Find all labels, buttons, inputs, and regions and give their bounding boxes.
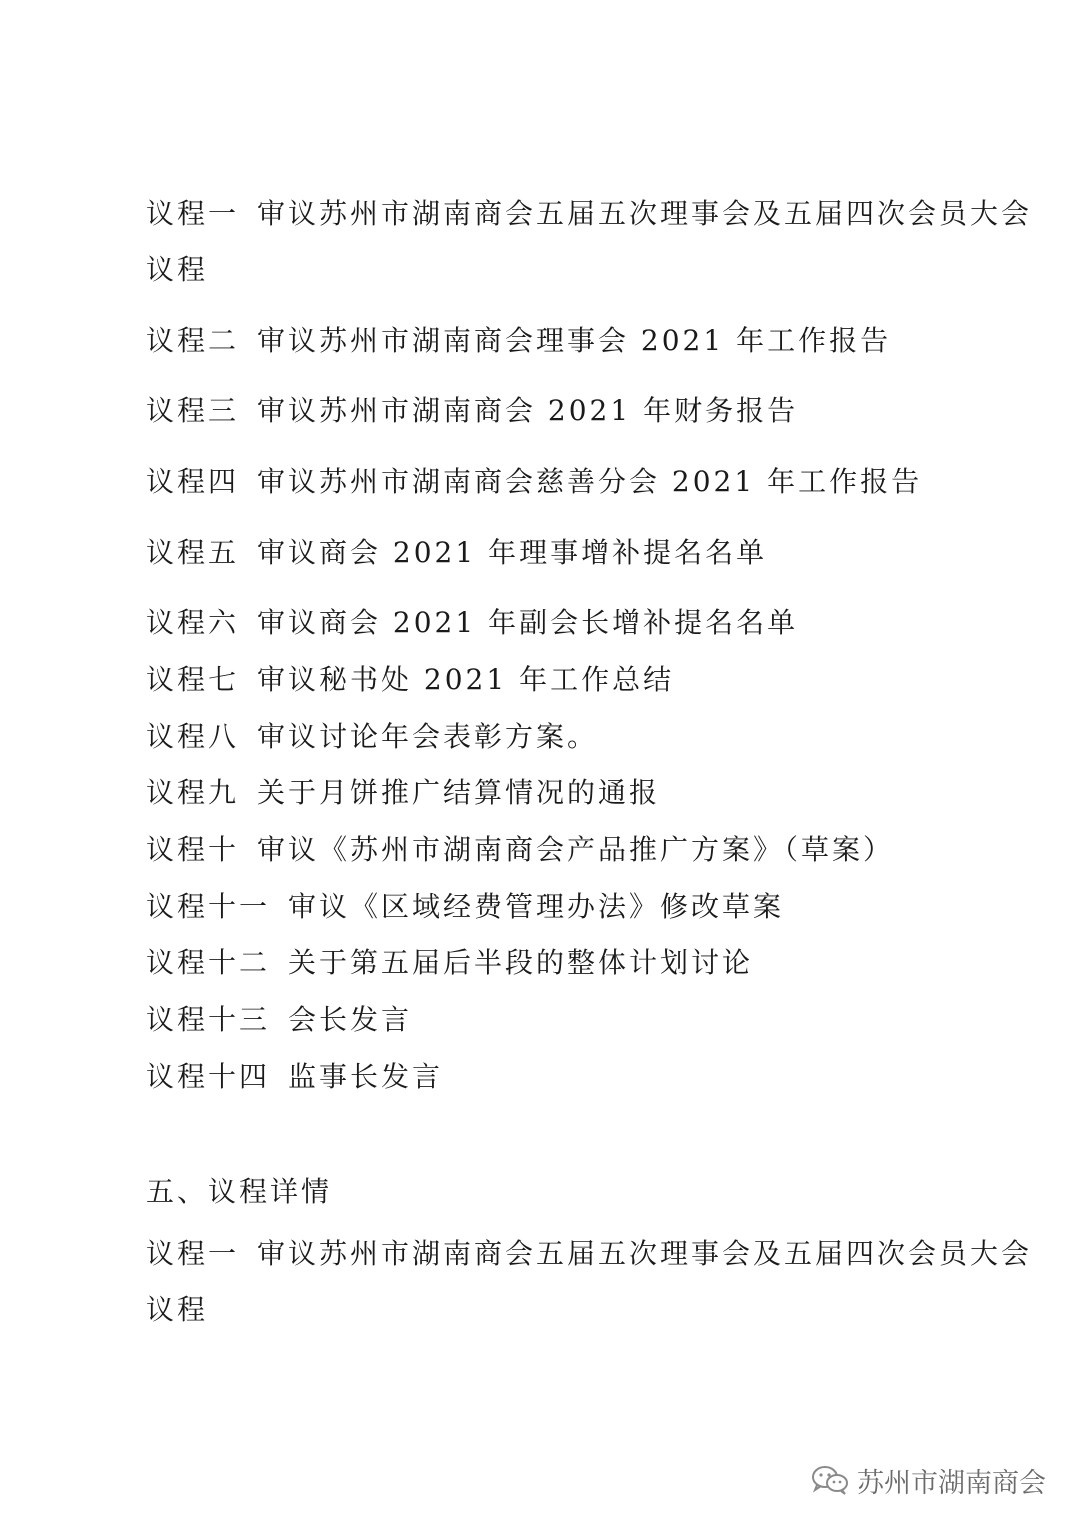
agenda-item-7: [146, 662, 674, 698]
agenda-number: 议程十: [146, 833, 240, 866]
agenda-item-3: [146, 393, 798, 429]
agenda-text: 关于月饼推广结算情况的通报: [257, 776, 661, 809]
agenda-number: 议程十三: [146, 1003, 271, 1036]
agenda-item-10: [146, 832, 894, 868]
agenda-text: 监事长发言: [288, 1060, 444, 1093]
detail-item-1: [146, 1236, 1032, 1272]
agenda-text: 审议苏州市湖南商会慈善分会 2021 年工作报告: [257, 465, 923, 498]
agenda-text: 关于第五届后半段的整体计划讨论: [288, 946, 754, 979]
agenda-number: 议程五: [146, 536, 240, 569]
agenda-number: 议程十一: [146, 890, 271, 923]
agenda-number: 议程六: [146, 606, 240, 639]
agenda-item-4: [146, 464, 922, 500]
agenda-number: 议程四: [146, 465, 240, 498]
agenda-text: 议程: [146, 253, 209, 286]
agenda-text: 审议《区域经费管理办法》修改草案: [288, 890, 785, 923]
detail-item-1-continued: 议程: [146, 1293, 209, 1326]
agenda-item-1-continued: [146, 252, 208, 288]
agenda-item-5: [146, 535, 767, 571]
agenda-item-1: [146, 196, 1032, 232]
agenda-text: 审议苏州市湖南商会理事会 2021 年工作报告: [257, 324, 892, 357]
agenda-number: 议程九: [146, 776, 240, 809]
agenda-number: 议程一: [146, 197, 240, 230]
agenda-number: 议程七: [146, 663, 240, 696]
agenda-item-11: [146, 889, 784, 925]
agenda-text: 审议苏州市湖南商会五届五次理事会及五届四次会员大会: [257, 197, 1033, 230]
agenda-item-9: [146, 775, 660, 811]
agenda-text: 审议苏州市湖南商会 2021 年财务报告: [257, 394, 799, 427]
agenda-item-2: [146, 323, 891, 359]
wechat-icon: [811, 1464, 849, 1496]
agenda-text: 审议苏州市湖南商会五届五次理事会及五届四次会员大会: [257, 1237, 1033, 1270]
agenda-text: 审议秘书处 2021 年工作总结: [257, 663, 675, 696]
agenda-text: 会长发言: [288, 1003, 413, 1036]
agenda-text: 审议商会 2021 年副会长增补提名名单: [257, 606, 799, 639]
agenda-number: 议程一: [146, 1237, 240, 1270]
section-heading: 五、议程详情: [146, 1175, 333, 1208]
watermark-text: 苏州市湖南商会: [857, 1467, 1046, 1499]
agenda-number: 议程八: [146, 720, 240, 753]
agenda-number: 议程十二: [146, 946, 271, 979]
agenda-item-6: [146, 605, 798, 641]
agenda-item-13: [146, 1002, 412, 1038]
wechat-watermark: [811, 1460, 1046, 1500]
agenda-number: 议程十四: [146, 1060, 271, 1093]
agenda-text: 审议商会 2021 年理事增补提名名单: [257, 536, 768, 569]
agenda-text: 审议《苏州市湖南商会产品推广方案》（草案）: [257, 833, 895, 866]
agenda-number: 议程三: [146, 394, 240, 427]
agenda-number: 议程二: [146, 324, 240, 357]
agenda-text: 审议讨论年会表彰方案。: [257, 720, 599, 753]
agenda-item-14: [146, 1059, 443, 1095]
agenda-item-12: [146, 945, 753, 981]
agenda-item-8: [146, 719, 598, 755]
